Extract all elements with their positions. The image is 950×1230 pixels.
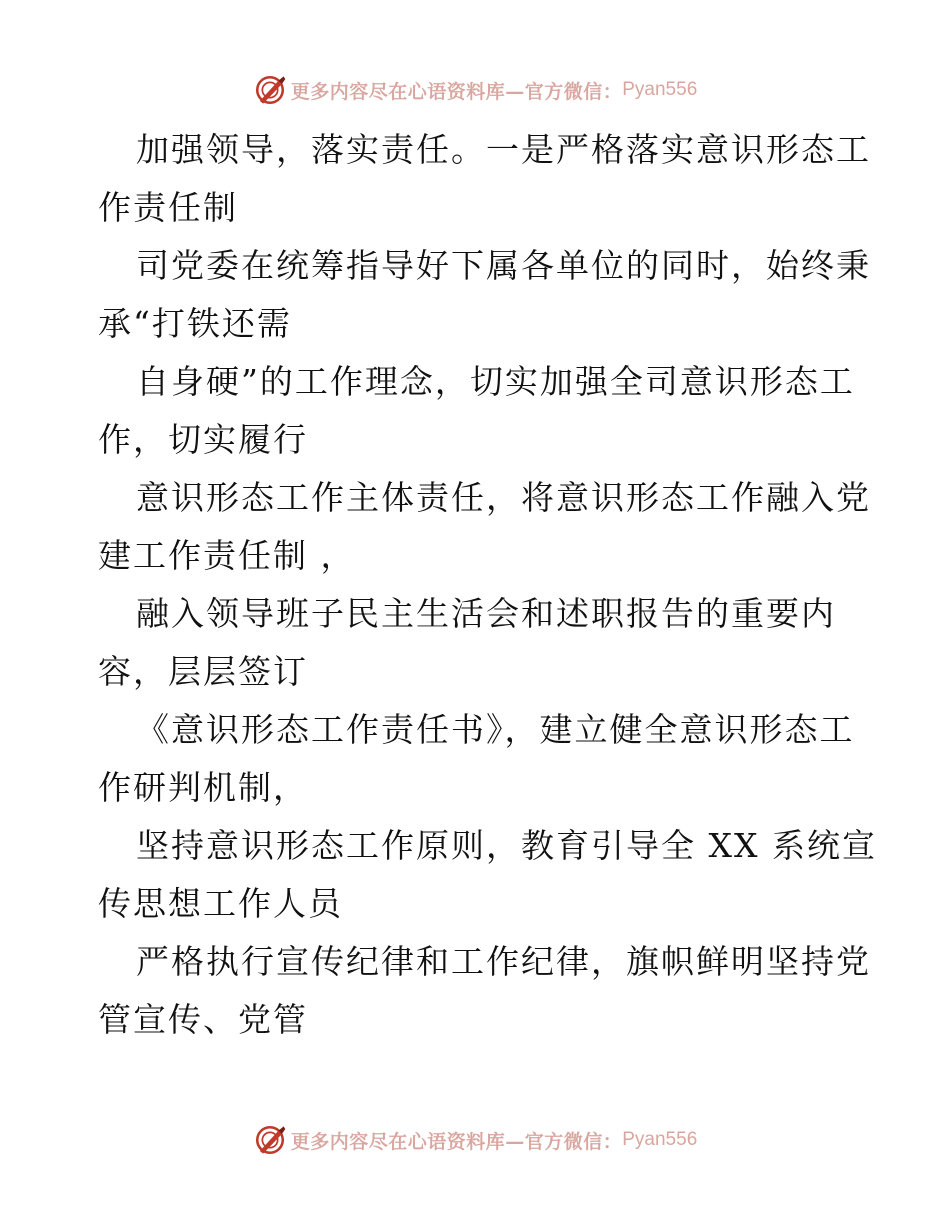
footer-watermark xyxy=(0,1120,950,1160)
paragraph xyxy=(98,237,871,353)
paragraph-line: 自身硬”的工作理念，切实加强全司意识形态工 xyxy=(136,362,855,401)
paragraph xyxy=(98,701,858,817)
paragraph xyxy=(98,585,858,701)
pen-logo-icon xyxy=(253,73,287,107)
paragraph-line: 融入领导班子民主生活会和述职报告的重要内 xyxy=(136,594,836,633)
paragraph-line: 作研判机制， xyxy=(98,768,308,807)
document-body xyxy=(98,121,877,1049)
paragraph-line: 《意识形态工作责任书》，建立健全意识形态工 xyxy=(136,710,855,749)
paragraph-line: 管宣传、党管 xyxy=(98,1000,308,1039)
paragraph-line: 司党委在统筹指导好下属各单位的同时，始终秉 xyxy=(136,246,871,285)
paragraph-line: 作，切实履行 xyxy=(98,420,308,459)
paragraph-line: 意识形态工作主体责任，将意识形态工作融入党 xyxy=(136,478,871,517)
pen-logo-icon xyxy=(253,1123,287,1157)
footer-watermark-id: Pyan556 xyxy=(622,1129,698,1150)
paragraph-line: 建工作责任制 ， xyxy=(98,536,356,575)
header-watermark xyxy=(0,70,950,110)
paragraph-line: 传思想工作人员 xyxy=(98,884,343,923)
paragraph xyxy=(98,353,858,469)
paragraph xyxy=(98,121,871,237)
paragraph-line: 严格执行宣传纪律和工作纪律，旗帜鲜明坚持党 xyxy=(136,942,871,981)
paragraph-line: 坚持意识形态工作原则，教育引导全 XX 系统宣 xyxy=(136,826,877,865)
paragraph-line: 作责任制 xyxy=(98,188,238,227)
paragraph-line: 容，层层签订 xyxy=(98,652,308,691)
footer-watermark-text: 更多内容尽在心语资料库—官方微信： xyxy=(290,1130,623,1153)
paragraph-line: 承“打铁还需 xyxy=(98,304,292,343)
paragraph-line: 加强领导，落实责任。一是严格落实意识形态工 xyxy=(136,130,871,169)
header-watermark-id: Pyan556 xyxy=(622,79,698,100)
header-watermark-text: 更多内容尽在心语资料库—官方微信： xyxy=(290,80,623,103)
paragraph xyxy=(98,817,877,933)
paragraph xyxy=(98,469,871,585)
paragraph xyxy=(98,933,871,1049)
